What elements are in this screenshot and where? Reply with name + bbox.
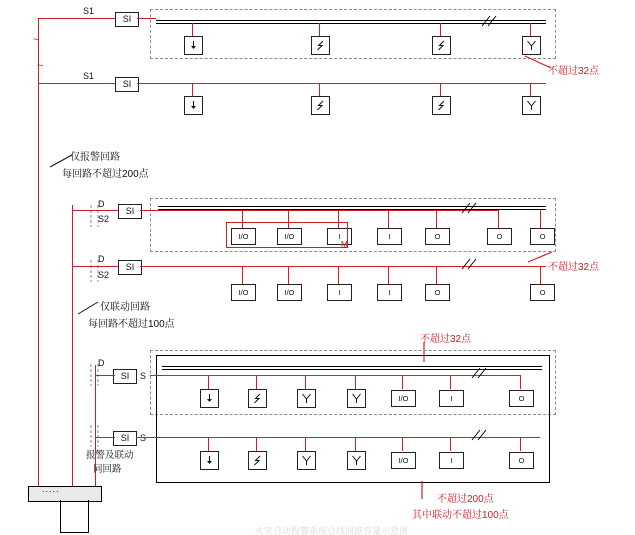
row1-drop-3 — [440, 23, 441, 36]
row1-feed — [38, 18, 118, 19]
row4-drop-4 — [388, 266, 389, 284]
heat-detector-icon — [252, 393, 263, 404]
smoke-detector-icon — [188, 40, 199, 51]
supply-tilde-2: ~ — [37, 60, 44, 72]
row4-device-io-2: I/O — [277, 284, 302, 301]
row5-si-module: SI — [113, 369, 137, 384]
row5-device-io: I/O — [391, 390, 416, 407]
row1-break-mark — [480, 14, 502, 28]
sounder-icon — [526, 100, 537, 111]
row4-device-i-2: I — [377, 284, 402, 301]
row1-drop-1 — [192, 23, 193, 36]
row3-feed — [72, 210, 118, 211]
row6-drop-1 — [208, 437, 209, 451]
row2-drop-1 — [192, 83, 193, 96]
panel-dots: ..... — [42, 484, 60, 494]
row4-d-label: D — [98, 254, 105, 264]
row5-drop-4 — [355, 375, 356, 389]
row4-drop-2 — [288, 266, 289, 284]
row3-linked-group-highlight — [226, 222, 348, 248]
row6-si-module: SI — [113, 431, 137, 446]
riser-red-wire — [38, 18, 39, 488]
row2-device-heat-2 — [432, 96, 451, 115]
row5-drop-5 — [402, 375, 403, 389]
row6-device-detector — [200, 451, 219, 470]
sounder-icon — [351, 455, 362, 466]
row6-device-o: O — [509, 452, 534, 469]
heat-detector-icon — [315, 40, 326, 51]
note-32-points-3: 不超过32点 — [420, 334, 472, 345]
row4-feed — [72, 266, 118, 267]
row3-device-o-2: O — [487, 228, 512, 245]
note-32-points-1: 不超过32点 — [548, 66, 600, 77]
row4-break-mark — [460, 258, 482, 271]
row4-bus-label: S2 — [98, 270, 110, 280]
row3-device-i-2: I — [377, 228, 402, 245]
note-200-points: 不超过200点 — [437, 494, 494, 505]
row3-si-to-bus — [140, 210, 158, 211]
row6-device-heat — [248, 451, 267, 470]
control-panel-block — [28, 486, 102, 502]
row5-bus-red — [150, 375, 500, 376]
sounder-icon — [301, 393, 312, 404]
row5-device-sounder-1 — [297, 389, 316, 408]
row1-si-to-bus — [137, 18, 156, 19]
note-mixed-line2: 同回路 — [93, 464, 122, 475]
row5-d-label: D — [98, 358, 105, 368]
row3-device-io-2: I/O — [277, 228, 302, 245]
row6-drop-3 — [305, 437, 306, 451]
row2-bus-label: S1 — [83, 71, 95, 81]
row6-feed — [95, 437, 115, 438]
sounder-icon — [301, 455, 312, 466]
heat-detector-icon — [436, 100, 447, 111]
heat-detector-icon — [315, 100, 326, 111]
row3-device-o-3: O — [530, 228, 555, 245]
row3-break-mark — [460, 202, 482, 215]
smoke-detector-icon — [204, 455, 215, 466]
row4-device-i-1: I — [327, 284, 352, 301]
heat-detector-icon — [436, 40, 447, 51]
row2-si-module: SI — [115, 77, 139, 92]
note-alarm-only-limit: 每回路不超过200点 — [62, 169, 149, 180]
row4-device-io-1: I/O — [231, 284, 256, 301]
row2-device-heat — [311, 96, 330, 115]
riser-red-wire-2 — [72, 205, 73, 488]
row6-isolator-bracket — [88, 425, 102, 447]
row4-drop-1 — [242, 266, 243, 284]
row2-drop-3 — [440, 83, 441, 96]
row3-drop-5 — [436, 210, 437, 228]
row1-device-heat — [311, 36, 330, 55]
row3-bus-line-a — [158, 206, 546, 207]
row3-right-drop-2 — [540, 210, 541, 228]
row5-device-heat — [248, 389, 267, 408]
row2-bus-line — [137, 83, 546, 84]
row5-bus-label: S — [140, 371, 147, 381]
row6-drop-6 — [450, 437, 451, 451]
row5-drop-3 — [305, 375, 306, 389]
row4-si-module: SI — [118, 260, 142, 275]
note-100-points: 其中联动不超过100点 — [412, 510, 509, 521]
smoke-detector-icon — [188, 100, 199, 111]
panel-stem-b — [88, 500, 89, 533]
row5-drop-6 — [450, 375, 451, 389]
supply-tilde-1: ~ — [33, 34, 40, 46]
row4-device-o-2: O — [530, 284, 555, 301]
row6-device-sounder-1 — [297, 451, 316, 470]
row4-drop-5 — [436, 266, 437, 284]
sounder-icon — [526, 40, 537, 51]
row2-feed — [38, 83, 118, 84]
panel-stem-a — [60, 500, 61, 533]
row6-drop-7 — [520, 437, 521, 451]
row5-device-o: O — [509, 390, 534, 407]
row6-drop-2 — [256, 437, 257, 451]
row5-drop-7 — [520, 375, 521, 389]
row1-drop-2 — [319, 23, 320, 36]
row1-si-module: SI — [115, 12, 139, 27]
row5-feed — [95, 375, 115, 376]
row6-drop-5 — [402, 437, 403, 451]
row5-drop-1 — [208, 375, 209, 389]
row3-device-io-1: I/O — [231, 228, 256, 245]
row2-drop-2 — [319, 83, 320, 96]
note-alarm-only: 仅报警回路 — [70, 152, 120, 163]
note-link-only: 仅联动回路 — [100, 302, 150, 313]
row6-device-sounder-2 — [347, 451, 366, 470]
row3-device-i-1: I — [327, 228, 352, 245]
row1-device-sounder — [522, 36, 541, 55]
row5-device-detector — [200, 389, 219, 408]
row5-device-sounder-2 — [347, 389, 366, 408]
panel-base — [60, 532, 89, 533]
row3-d-label: D — [98, 199, 105, 209]
note-link-only-limit: 每回路不超过100点 — [88, 319, 175, 330]
row2-device-detector — [184, 96, 203, 115]
row1-device-heat-2 — [432, 36, 451, 55]
row6-drop-4 — [355, 437, 356, 451]
row6-device-io: I/O — [391, 452, 416, 469]
note-mixed-line1: 报警及联动 — [86, 450, 134, 461]
row3-drop-4 — [388, 210, 389, 228]
sounder-icon — [351, 393, 362, 404]
row1-device-detector — [184, 36, 203, 55]
row6-break-mark — [470, 429, 492, 442]
row3-bus-red — [158, 210, 498, 211]
row4-bus-line — [140, 266, 546, 267]
bottom-caption: 火灾自动报警系统总线回路容量示意图 — [255, 526, 409, 535]
row2-drop-4 — [530, 83, 531, 96]
row3-m-label: M — [341, 240, 348, 249]
row5-right-jog — [500, 375, 520, 376]
row5-drop-2 — [256, 375, 257, 389]
row2-device-sounder — [522, 96, 541, 115]
row4-drop-3 — [338, 266, 339, 284]
heat-detector-icon — [252, 455, 263, 466]
row1-drop-4 — [530, 23, 531, 36]
note-32-points-2: 不超过32点 — [548, 262, 600, 273]
row5-device-i: I — [439, 390, 464, 407]
smoke-detector-icon — [204, 393, 215, 404]
row3-si-module: SI — [118, 204, 142, 219]
row1-bus-label: S1 — [83, 6, 95, 16]
note-bottom-leader — [400, 481, 430, 503]
row4-drop-6 — [540, 266, 541, 284]
row3-bus-label: S2 — [98, 214, 110, 224]
row4-device-o-1: O — [425, 284, 450, 301]
row3-right-drop — [498, 210, 499, 228]
row5-break-mark — [470, 367, 492, 380]
row6-device-i: I — [439, 452, 464, 469]
row3-device-o-1: O — [425, 228, 450, 245]
